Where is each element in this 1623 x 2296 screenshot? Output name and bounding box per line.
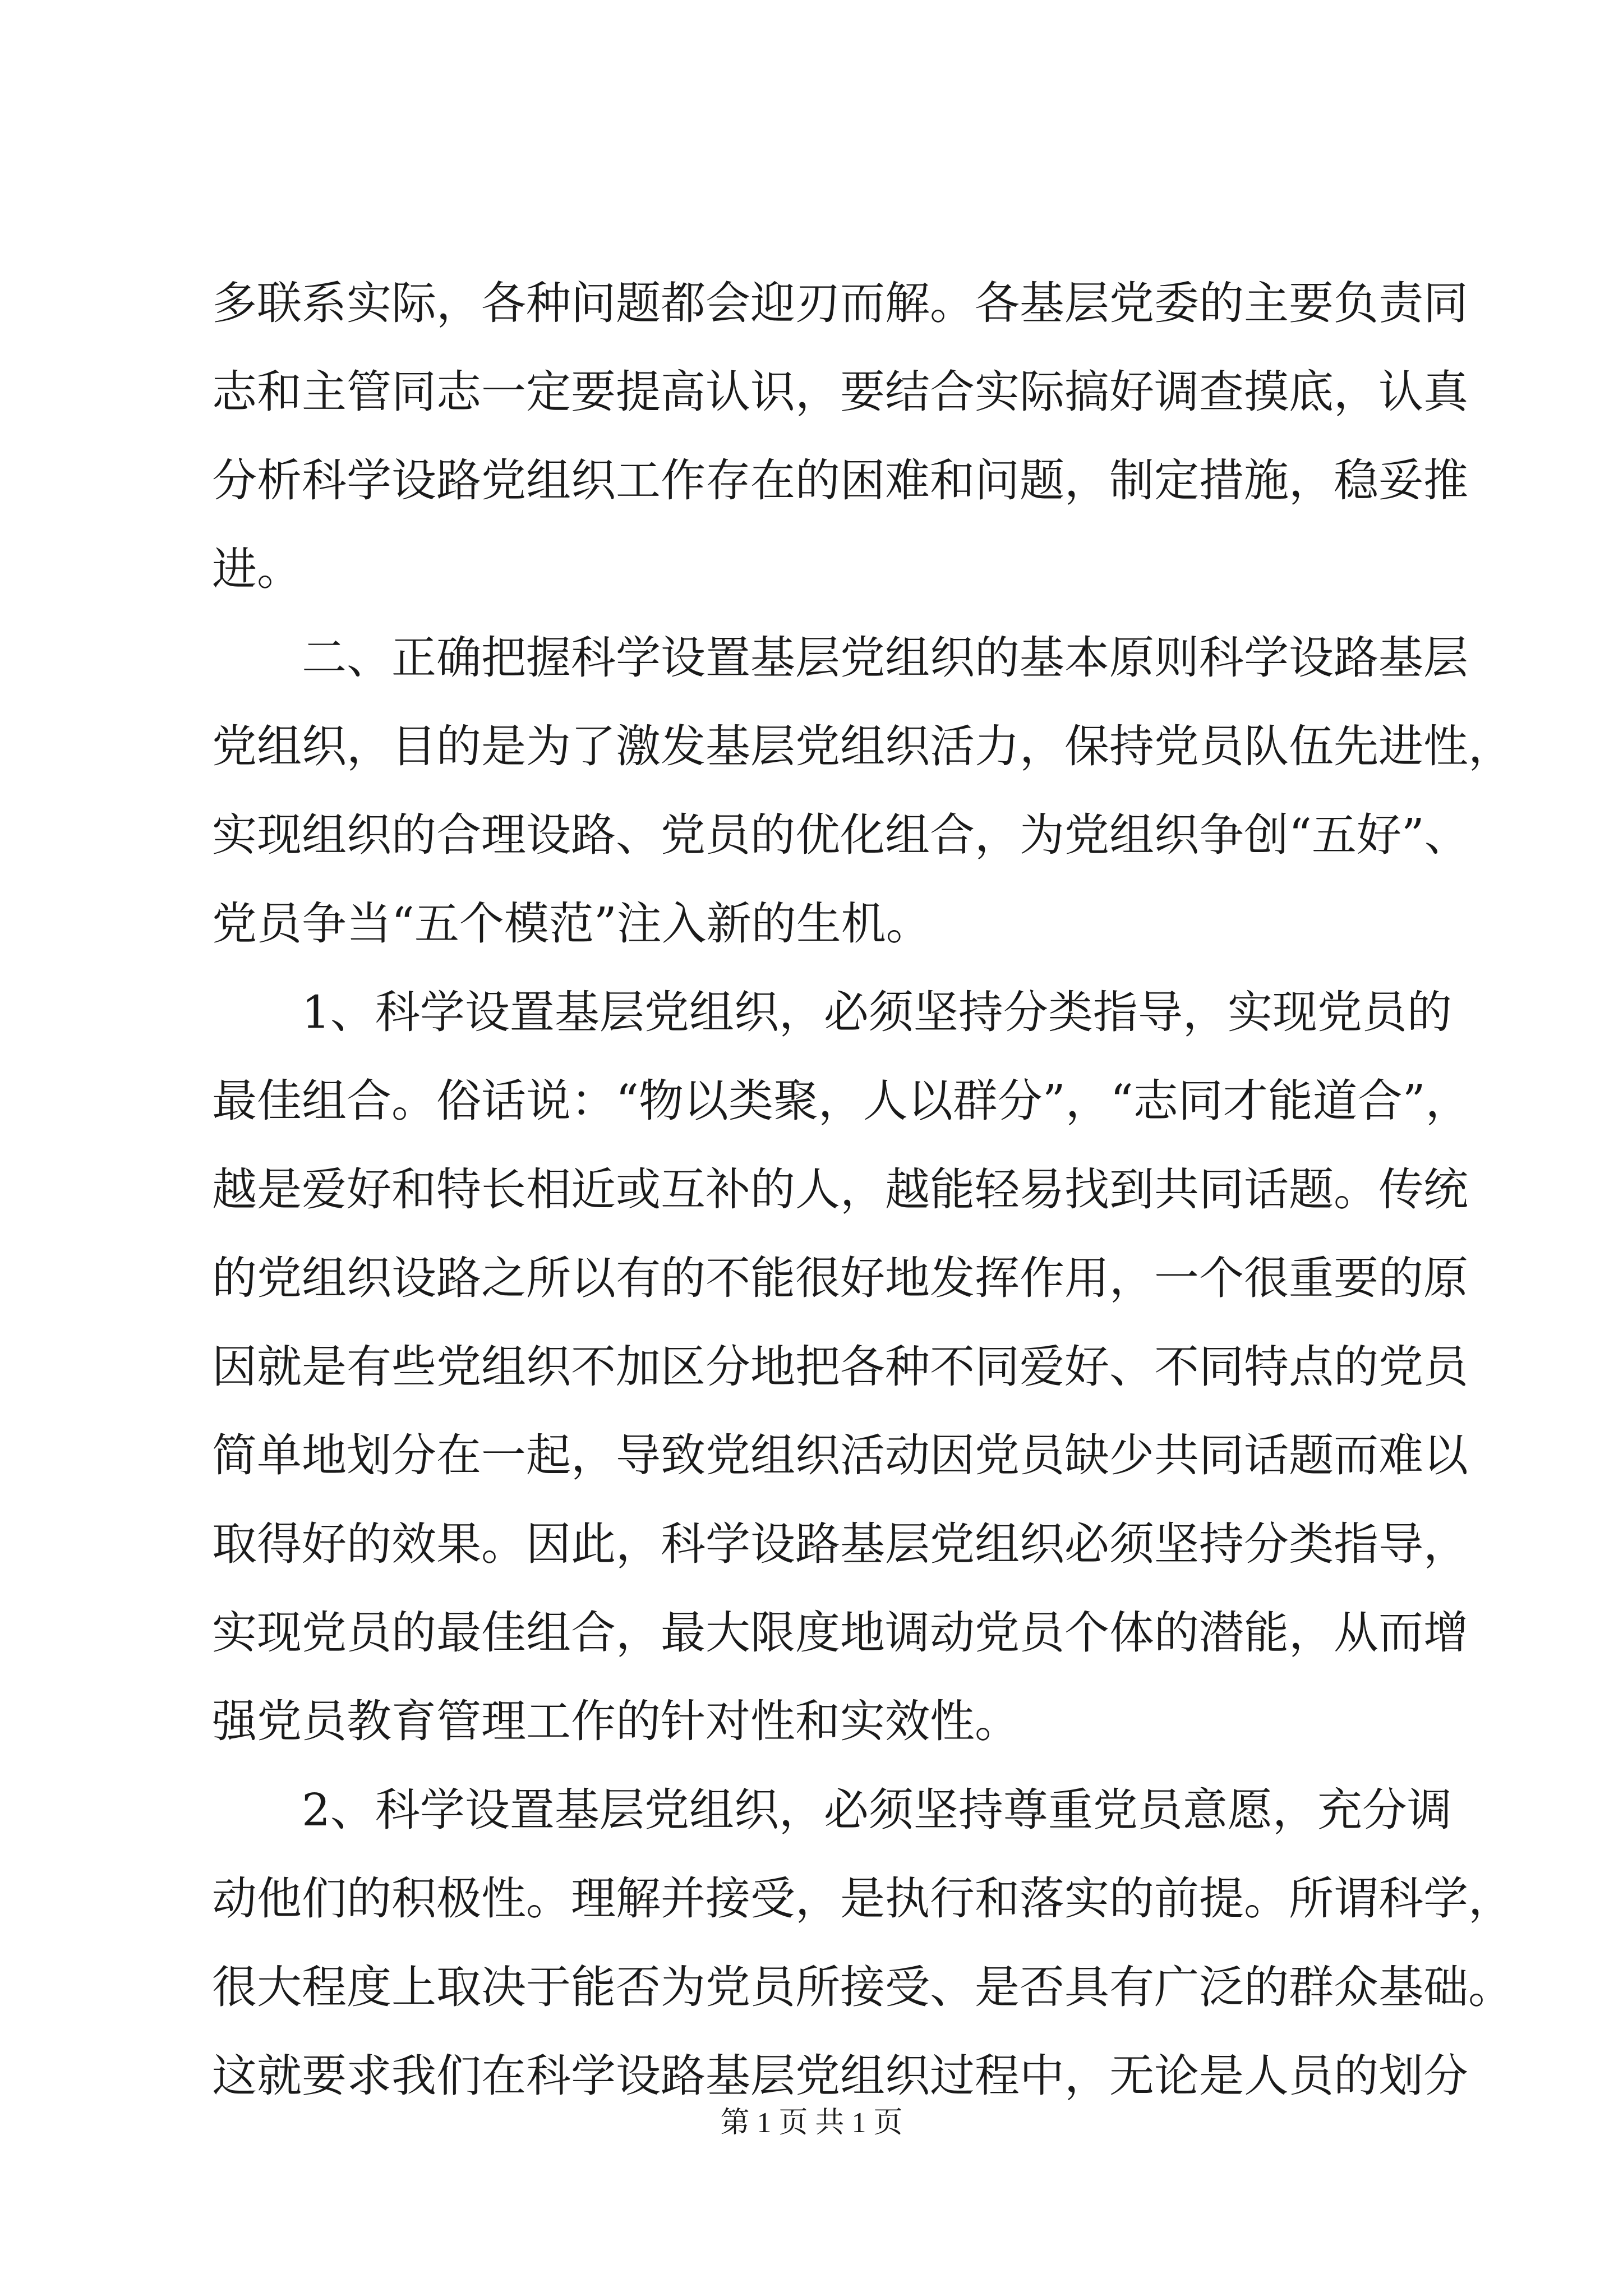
document-body: [212, 259, 1513, 2120]
text-line: 动他们的积极性。理解并接受，是执行和落实的前提。所谓科学，: [212, 1872, 1513, 1925]
text-line: 党组织，目的是为了激发基层党组织活力，保持党员队伍先进性，: [212, 720, 1513, 772]
text-line: 志和主管同志一定要提高认识，要结合实际搞好调查摸底，认真: [212, 366, 1468, 418]
text-line: 实现党员的最佳组合，最大限度地调动党员个体的潜能，从而增: [212, 1607, 1468, 1659]
page-footer: 第 1 页 共 1 页: [720, 2107, 903, 2139]
text-line: 这就要求我们在科学设路基层党组织过程中，无论是人员的划分: [212, 2050, 1468, 2102]
text-line: 进。: [212, 543, 302, 595]
text-line: 1、科学设置基层党组织，必须坚持分类指导，实现党员的: [212, 986, 1452, 1038]
text-line: 因就是有些党组织不加区分地把各种不同爱好、不同特点的党员: [212, 1341, 1468, 1393]
text-line: 最佳组合。俗话说：“物以类聚，人以群分”，“志同才能道合”，: [212, 1075, 1470, 1127]
text-line: 简单地划分在一起，导致党组织活动因党员缺少共同话题而难以: [212, 1429, 1468, 1481]
text-line: 取得好的效果。因此，科学设路基层党组织必须坚持分类指导，: [212, 1518, 1468, 1570]
text-line: 很大程度上取决于能否为党员所接受、是否具有广泛的群众基础。: [212, 1961, 1513, 2013]
text-line: 二、正确把握科学设置基层党组织的基本原则科学设路基层: [212, 632, 1468, 684]
text-line: 强党员教育管理工作的针对性和实效性。: [212, 1695, 1020, 1747]
text-line: 越是爱好和特长相近或互补的人，越能轻易找到共同话题。传统: [212, 1163, 1468, 1216]
text-line: 2、科学设置基层党组织，必须坚持尊重党员意愿，充分调: [212, 1784, 1452, 1836]
text-line: 实现组织的合理设路、党员的优化组合，为党组织争创“五好”、: [212, 809, 1469, 861]
text-line: 党员争当“五个模范”注入新的生机。: [212, 898, 931, 950]
text-line: 的党组织设路之所以有的不能很好地发挥作用，一个很重要的原: [212, 1252, 1468, 1304]
text-line: 分析科学设路党组织工作存在的困难和问题，制定措施，稳妥推: [212, 454, 1468, 507]
text-line: 多联系实际，各种问题都会迎刃而解。各基层党委的主要负责同: [212, 277, 1468, 329]
